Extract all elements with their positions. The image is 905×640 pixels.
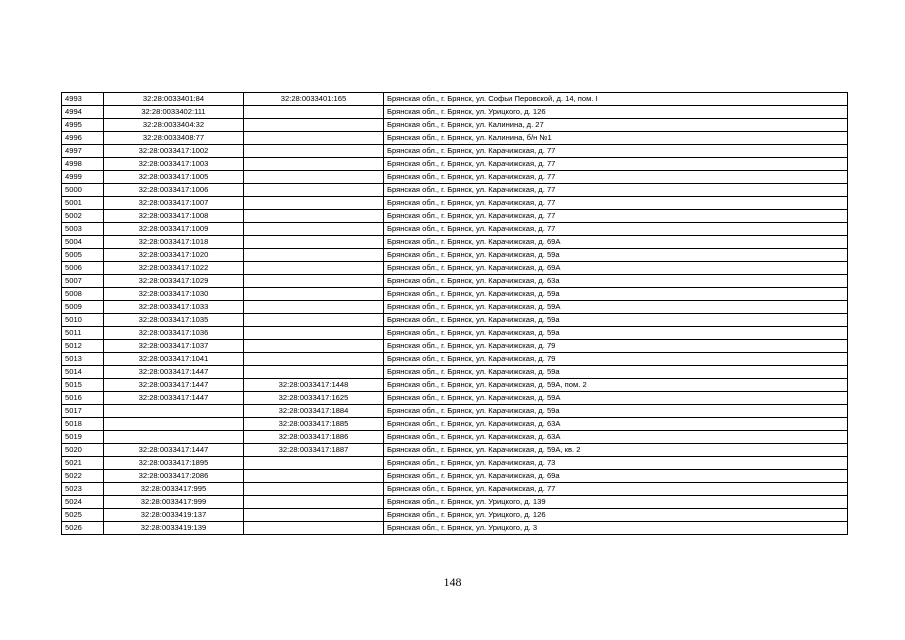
table-row xyxy=(62,522,848,535)
row-number-cell: 5001 xyxy=(62,197,104,210)
cadastral-number-cell: 32:28:0033417:2086 xyxy=(104,470,244,483)
object-number-cell xyxy=(244,171,384,184)
cadastral-number-cell: 32:28:0033417:1022 xyxy=(104,262,244,275)
table-row xyxy=(62,418,848,431)
object-number-cell xyxy=(244,314,384,327)
row-number-cell: 5020 xyxy=(62,444,104,457)
row-number-cell: 5015 xyxy=(62,379,104,392)
table-row xyxy=(62,93,848,106)
cadastral-number-cell: 32:28:0033417:1033 xyxy=(104,301,244,314)
row-number-cell: 5008 xyxy=(62,288,104,301)
object-number-cell xyxy=(244,353,384,366)
table-row xyxy=(62,288,848,301)
object-number-cell xyxy=(244,184,384,197)
table-row xyxy=(62,275,848,288)
row-number-cell: 5019 xyxy=(62,431,104,444)
cadastral-number-cell: 32:28:0033417:1036 xyxy=(104,327,244,340)
object-number-cell xyxy=(244,197,384,210)
object-number-cell xyxy=(244,223,384,236)
table-row xyxy=(62,106,848,119)
row-number-cell: 5011 xyxy=(62,327,104,340)
table-row xyxy=(62,119,848,132)
registry-table-body xyxy=(62,93,848,535)
cadastral-number-cell: 32:28:0033417:1007 xyxy=(104,197,244,210)
object-number-cell xyxy=(244,158,384,171)
cadastral-number-cell: 32:28:0033417:999 xyxy=(104,496,244,509)
object-number-cell: 32:28:0033417:1885 xyxy=(244,418,384,431)
table-row xyxy=(62,340,848,353)
object-number-cell xyxy=(244,340,384,353)
address-cell: Брянская обл., г. Брянск, ул. Карачижская, д. 69А xyxy=(384,262,848,275)
cadastral-number-cell: 32:28:0033417:1447 xyxy=(104,392,244,405)
address-cell: Брянская обл., г. Брянск, ул. Карачижская, д. 77 xyxy=(384,158,848,171)
address-cell: Брянская обл., г. Брянск, ул. Карачижская, д. 59А xyxy=(384,301,848,314)
row-number-cell: 5010 xyxy=(62,314,104,327)
registry-table xyxy=(61,92,848,535)
cadastral-number-cell xyxy=(104,405,244,418)
row-number-cell: 4996 xyxy=(62,132,104,145)
table-row xyxy=(62,236,848,249)
page-number: 148 xyxy=(443,575,462,589)
row-number-cell: 5000 xyxy=(62,184,104,197)
row-number-cell: 4994 xyxy=(62,106,104,119)
address-cell: Брянская обл., г. Брянск, ул. Урицкого, д. 126 xyxy=(384,106,848,119)
table-row xyxy=(62,132,848,145)
row-number-cell: 4995 xyxy=(62,119,104,132)
address-cell: Брянская обл., г. Брянск, ул. Карачижская, д. 59а xyxy=(384,288,848,301)
cadastral-number-cell: 32:28:0033417:1041 xyxy=(104,353,244,366)
object-number-cell xyxy=(244,483,384,496)
row-number-cell: 4993 xyxy=(62,93,104,106)
address-cell: Брянская обл., г. Брянск, ул. Карачижская, д. 77 xyxy=(384,184,848,197)
cadastral-number-cell: 32:28:0033417:1895 xyxy=(104,457,244,470)
object-number-cell xyxy=(244,249,384,262)
row-number-cell: 5023 xyxy=(62,483,104,496)
object-number-cell xyxy=(244,327,384,340)
cadastral-number-cell: 32:28:0033417:1008 xyxy=(104,210,244,223)
table-row xyxy=(62,366,848,379)
row-number-cell: 5026 xyxy=(62,522,104,535)
cadastral-number-cell: 32:28:0033419:139 xyxy=(104,522,244,535)
object-number-cell: 32:28:0033417:1887 xyxy=(244,444,384,457)
address-cell: Брянская обл., г. Брянск, ул. Урицкого, д. 3 xyxy=(384,522,848,535)
address-cell: Брянская обл., г. Брянск, ул. Карачижская, д. 77 xyxy=(384,210,848,223)
table-row xyxy=(62,301,848,314)
row-number-cell: 5005 xyxy=(62,249,104,262)
address-cell: Брянская обл., г. Брянск, ул. Калинина, б/н №1 xyxy=(384,132,848,145)
row-number-cell: 4997 xyxy=(62,145,104,158)
table-row xyxy=(62,197,848,210)
address-cell: Брянская обл., г. Брянск, ул. Карачижская, д. 69а xyxy=(384,470,848,483)
row-number-cell: 5013 xyxy=(62,353,104,366)
object-number-cell: 32:28:0033417:1884 xyxy=(244,405,384,418)
table-row xyxy=(62,379,848,392)
table-row xyxy=(62,327,848,340)
object-number-cell xyxy=(244,145,384,158)
row-number-cell: 5017 xyxy=(62,405,104,418)
address-cell: Брянская обл., г. Брянск, ул. Карачижская, д. 63А xyxy=(384,431,848,444)
cadastral-number-cell: 32:28:0033401:84 xyxy=(104,93,244,106)
address-cell: Брянская обл., г. Брянск, ул. Карачижская, д. 63А xyxy=(384,418,848,431)
table-row xyxy=(62,470,848,483)
address-cell: Брянская обл., г. Брянск, ул. Карачижская, д. 73 xyxy=(384,457,848,470)
table-row xyxy=(62,158,848,171)
address-cell: Брянская обл., г. Брянск, ул. Карачижская, д. 79 xyxy=(384,353,848,366)
cadastral-number-cell: 32:28:0033417:1029 xyxy=(104,275,244,288)
table-row xyxy=(62,444,848,457)
table-row xyxy=(62,210,848,223)
cadastral-number-cell: 32:28:0033417:1018 xyxy=(104,236,244,249)
row-number-cell: 5024 xyxy=(62,496,104,509)
address-cell: Брянская обл., г. Брянск, ул. Карачижская, д. 59а xyxy=(384,327,848,340)
address-cell: Брянская обл., г. Брянск, ул. Карачижская, д. 59А, пом. 2 xyxy=(384,379,848,392)
object-number-cell xyxy=(244,366,384,379)
address-cell: Брянская обл., г. Брянск, ул. Карачижская, д. 77 xyxy=(384,145,848,158)
row-number-cell: 5021 xyxy=(62,457,104,470)
table-row xyxy=(62,353,848,366)
row-number-cell: 4998 xyxy=(62,158,104,171)
row-number-cell: 5002 xyxy=(62,210,104,223)
address-cell: Брянская обл., г. Брянск, ул. Карачижская, д. 69А xyxy=(384,236,848,249)
row-number-cell: 5016 xyxy=(62,392,104,405)
address-cell: Брянская обл., г. Брянск, ул. Карачижская, д. 79 xyxy=(384,340,848,353)
table-row xyxy=(62,431,848,444)
cadastral-number-cell: 32:28:0033417:1447 xyxy=(104,444,244,457)
row-number-cell: 5014 xyxy=(62,366,104,379)
table-row xyxy=(62,405,848,418)
cadastral-number-cell xyxy=(104,431,244,444)
object-number-cell xyxy=(244,132,384,145)
address-cell: Брянская обл., г. Брянск, ул. Урицкого, д. 139 xyxy=(384,496,848,509)
address-cell: Брянская обл., г. Брянск, ул. Урицкого, д. 126 xyxy=(384,509,848,522)
address-cell: Брянская обл., г. Брянск, ул. Карачижская, д. 63а xyxy=(384,275,848,288)
row-number-cell: 5009 xyxy=(62,301,104,314)
cadastral-number-cell: 32:28:0033417:1035 xyxy=(104,314,244,327)
object-number-cell xyxy=(244,496,384,509)
object-number-cell xyxy=(244,301,384,314)
address-cell: Брянская обл., г. Брянск, ул. Карачижская, д. 77 xyxy=(384,223,848,236)
row-number-cell: 5025 xyxy=(62,509,104,522)
cadastral-number-cell: 32:28:0033417:995 xyxy=(104,483,244,496)
object-number-cell xyxy=(244,470,384,483)
table-row xyxy=(62,483,848,496)
address-cell: Брянская обл., г. Брянск, ул. Карачижская, д. 77 xyxy=(384,171,848,184)
cadastral-number-cell: 32:28:0033404:32 xyxy=(104,119,244,132)
row-number-cell: 4999 xyxy=(62,171,104,184)
object-number-cell xyxy=(244,262,384,275)
address-cell: Брянская обл., г. Брянск, ул. Карачижская, д. 59А xyxy=(384,392,848,405)
object-number-cell xyxy=(244,522,384,535)
cadastral-number-cell: 32:28:0033417:1003 xyxy=(104,158,244,171)
cadastral-number-cell: 32:28:0033417:1447 xyxy=(104,379,244,392)
address-cell: Брянская обл., г. Брянск, ул. Карачижская, д. 77 xyxy=(384,197,848,210)
row-number-cell: 5006 xyxy=(62,262,104,275)
object-number-cell xyxy=(244,509,384,522)
object-number-cell xyxy=(244,119,384,132)
address-cell: Брянская обл., г. Брянск, ул. Карачижская, д. 59а xyxy=(384,366,848,379)
table-row xyxy=(62,184,848,197)
cadastral-number-cell: 32:28:0033417:1006 xyxy=(104,184,244,197)
row-number-cell: 5007 xyxy=(62,275,104,288)
row-number-cell: 5003 xyxy=(62,223,104,236)
address-cell: Брянская обл., г. Брянск, ул. Калинина, д. 27 xyxy=(384,119,848,132)
address-cell: Брянская обл., г. Брянск, ул. Карачижская, д. 59а xyxy=(384,249,848,262)
object-number-cell: 32:28:0033417:1448 xyxy=(244,379,384,392)
object-number-cell: 32:28:0033401:165 xyxy=(244,93,384,106)
table-row xyxy=(62,262,848,275)
table-row xyxy=(62,509,848,522)
address-cell: Брянская обл., г. Брянск, ул. Софьи Перовской, д. 14, пом. I xyxy=(384,93,848,106)
cadastral-number-cell: 32:28:0033408:77 xyxy=(104,132,244,145)
cadastral-number-cell: 32:28:0033417:1005 xyxy=(104,171,244,184)
object-number-cell xyxy=(244,288,384,301)
cadastral-number-cell: 32:28:0033417:1009 xyxy=(104,223,244,236)
object-number-cell xyxy=(244,106,384,119)
object-number-cell: 32:28:0033417:1625 xyxy=(244,392,384,405)
cadastral-number-cell: 32:28:0033417:1037 xyxy=(104,340,244,353)
table-row xyxy=(62,171,848,184)
object-number-cell xyxy=(244,275,384,288)
row-number-cell: 5022 xyxy=(62,470,104,483)
row-number-cell: 5018 xyxy=(62,418,104,431)
address-cell: Брянская обл., г. Брянск, ул. Карачижская, д. 59а xyxy=(384,405,848,418)
object-number-cell xyxy=(244,236,384,249)
cadastral-number-cell: 32:28:0033417:1447 xyxy=(104,366,244,379)
object-number-cell xyxy=(244,210,384,223)
table-row xyxy=(62,249,848,262)
table-row xyxy=(62,457,848,470)
address-cell: Брянская обл., г. Брянск, ул. Карачижская, д. 59а xyxy=(384,314,848,327)
cadastral-number-cell: 32:28:0033417:1030 xyxy=(104,288,244,301)
row-number-cell: 5012 xyxy=(62,340,104,353)
cadastral-number-cell: 32:28:0033419:137 xyxy=(104,509,244,522)
cadastral-number-cell xyxy=(104,418,244,431)
object-number-cell: 32:28:0033417:1886 xyxy=(244,431,384,444)
table-row xyxy=(62,392,848,405)
address-cell: Брянская обл., г. Брянск, ул. Карачижская, д. 59А, кв. 2 xyxy=(384,444,848,457)
table-row xyxy=(62,314,848,327)
document-page xyxy=(61,92,847,535)
cadastral-number-cell: 32:28:0033417:1020 xyxy=(104,249,244,262)
row-number-cell: 5004 xyxy=(62,236,104,249)
table-row xyxy=(62,223,848,236)
object-number-cell xyxy=(244,457,384,470)
table-row xyxy=(62,496,848,509)
table-row xyxy=(62,145,848,158)
address-cell: Брянская обл., г. Брянск, ул. Карачижская, д. 77 xyxy=(384,483,848,496)
cadastral-number-cell: 32:28:0033417:1002 xyxy=(104,145,244,158)
cadastral-number-cell: 32:28:0033402:111 xyxy=(104,106,244,119)
